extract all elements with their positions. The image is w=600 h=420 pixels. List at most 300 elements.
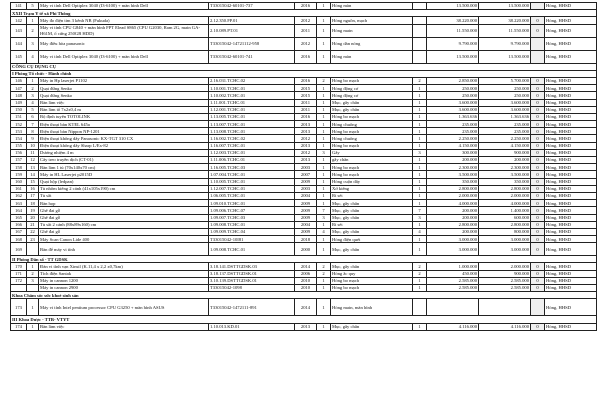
cell-sub-no: 19: [27, 207, 39, 214]
cell-qty-check: 1: [413, 285, 427, 292]
cell-total: 3.000.000: [479, 243, 531, 256]
cell-asset-code: 2.16.031.TCHC.02: [209, 77, 295, 84]
cell-year: 2010: [295, 285, 317, 292]
cell-asset-code: 1.16.007.TCHC.01: [209, 142, 295, 149]
cell-asset-name: Máy vi tính CPU G840 + màn hình FPT Elead S865 (CPU G2030, Ram 2G, main GA-H61M, ổ cứng 250GB HDD): [39, 24, 209, 37]
cell-asset-name: Điện thoại bàn KTEL 645a: [39, 121, 209, 128]
cell-qty: 1: [317, 200, 331, 207]
cell-sub-no: 17: [27, 192, 39, 199]
cell-qty-check: 1: [413, 128, 427, 135]
cell-qty-check: 3: [413, 149, 427, 156]
cell-asset-name: Đàn vi tính vạn Xinsil (K.11,4 x 2,2 x0,7km): [39, 263, 209, 270]
cell-year: 2015: [295, 85, 317, 92]
cell-qty-check: 1: [413, 221, 427, 228]
cell-stt: 148: [11, 92, 27, 99]
cell-status: Hỏng, HHSD: [545, 228, 597, 235]
cell-asset-name: Bàn làm việc: [39, 99, 209, 106]
cell-condition: Hỏng cuộn dây: [331, 178, 413, 185]
cell-qty-check: [413, 3, 427, 10]
cell-condition: Hỏng ắc quy: [331, 270, 413, 277]
cell-stt: 150: [11, 106, 27, 113]
cell-condition: Hỏng main: [331, 24, 413, 37]
cell-residual: 0: [531, 77, 545, 84]
cell-stt: 162: [11, 192, 27, 199]
cell-year: 2004: [295, 192, 317, 199]
cell-unit-price: 350.000: [427, 178, 479, 185]
cell-condition: Hỏng main, màn hình: [331, 299, 413, 316]
cell-residual: 0: [531, 164, 545, 171]
cell-asset-code: T33015042-10I81: [209, 236, 295, 243]
cell-unit-price: 13.500.000: [427, 50, 479, 63]
cell-unit-price: 2.250.000: [427, 135, 479, 142]
table-row: [11, 157, 597, 164]
cell-asset-name: Quạt đứng Senko: [39, 92, 209, 99]
table-row: [11, 3, 597, 10]
cell-year: 2012: [295, 135, 317, 142]
table-row: [11, 99, 597, 106]
cell-asset-name: Máy in HL Laserjet p2015D: [39, 171, 209, 178]
cell-stt: 156: [11, 149, 27, 156]
cell-asset-name: Máy vi tính Dell Optiplex 3040 (I3-6100) + màn hình Dell: [39, 3, 209, 10]
cell-condition: Hỏng bo mạch: [331, 171, 413, 178]
cell-qty-check: 7: [413, 207, 427, 214]
cell-year: 2013: [295, 121, 317, 128]
cell-total: 3.600.000: [479, 106, 531, 113]
cell-condition: Hỏng bo mạch: [331, 113, 413, 120]
cell-residual: [531, 299, 545, 316]
cell-asset-name: Máy in Hp laserjet P1102: [39, 77, 209, 84]
cell-total: 11.550.000: [479, 24, 531, 37]
cell-total: 13.500.000: [479, 3, 531, 10]
cell-stt: 169: [11, 243, 27, 256]
cell-asset-code: 1.16.002.TCHC.02: [209, 135, 295, 142]
cell-unit-price: 2.850.000: [427, 77, 479, 84]
cell-sub-no: 6: [27, 113, 39, 120]
cell-qty: 1: [317, 3, 331, 10]
cell-year: 2003: [295, 164, 317, 171]
cell-total: 38.220.000: [479, 17, 531, 24]
cell-unit-price: 200.000: [427, 228, 479, 235]
cell-unit-price: 38.220.000: [427, 17, 479, 24]
cell-stt: 163: [11, 200, 27, 207]
cell-year: 2014: [295, 299, 317, 316]
cell-unit-price: 4.150.000: [427, 142, 479, 149]
cell-unit-price: 2.800.000: [427, 221, 479, 228]
cell-qty: 2: [317, 270, 331, 277]
cell-stt: 159: [11, 171, 27, 178]
cell-unit-price: 13.500.000: [427, 3, 479, 10]
cell-year: 2007: [295, 171, 317, 178]
cell-unit-price: 1.363.636: [427, 113, 479, 120]
cell-stt: 167: [11, 228, 27, 235]
table-row: [11, 200, 597, 207]
cell-stt: 142: [11, 17, 27, 24]
table-row: [11, 171, 597, 178]
cell-condition: Hỏng bo mạch: [331, 128, 413, 135]
cell-qty: 1: [317, 106, 331, 113]
section-label: III Khoa Dược - TTB- VTYT: [11, 316, 597, 323]
cell-asset-code: T33015042-1098: [209, 285, 295, 292]
cell-year: 2013: [295, 323, 317, 330]
cell-qty-check: 1: [413, 121, 427, 128]
cell-unit-price: 1.000.000: [427, 263, 479, 270]
cell-year: 2016: [295, 77, 317, 84]
cell-status: Hỏng, HHSD: [545, 17, 597, 24]
cell-unit-price: 3.500.000: [427, 171, 479, 178]
cell-year: 2013: [295, 142, 317, 149]
cell-status: Hỏng, HHSD: [545, 221, 597, 228]
table-row: [11, 263, 597, 270]
cell-residual: 0: [531, 228, 545, 235]
table-row: [11, 85, 597, 92]
cell-total: 13.500.000: [479, 50, 531, 63]
cell-residual: 0: [531, 207, 545, 214]
cell-total: 900.000: [479, 270, 531, 277]
cell-residual: [531, 50, 545, 63]
cell-sub-no: 10: [27, 142, 39, 149]
cell-asset-name: Tích điện Santak: [39, 270, 209, 277]
cell-condition: Mục, gãy chân: [331, 200, 413, 207]
cell-qty-check: 1: [413, 236, 427, 243]
cell-residual: 0: [531, 17, 545, 24]
cell-asset-code: 1.09.009.TCHC.04: [209, 228, 295, 235]
cell-residual: 0: [531, 277, 545, 284]
cell-condition: Hỏng bo mạch: [331, 142, 413, 149]
table-row: [11, 299, 597, 316]
cell-qty-check: 1: [413, 85, 427, 92]
cell-condition: Mục, gãy chân: [331, 263, 413, 270]
cell-unit-price: 450.000: [427, 270, 479, 277]
cell-asset-name: Quạt hộp (ledpan): [39, 178, 209, 185]
cell-qty: 7: [317, 207, 331, 214]
cell-status: Hỏng, HHSD: [545, 149, 597, 156]
cell-total: 350.000: [479, 178, 531, 185]
cell-qty: 1: [317, 221, 331, 228]
table-body: [11, 3, 597, 331]
table-row: [11, 323, 597, 330]
cell-qty-check: 1: [413, 135, 427, 142]
cell-status: Hỏng, HHSD: [545, 192, 597, 199]
cell-qty: 1: [317, 323, 331, 330]
cell-year: 2014: [295, 263, 317, 270]
cell-asset-name: Cây treo truyền dịch (CT-01): [39, 157, 209, 164]
cell-qty-check: [413, 50, 427, 63]
cell-total: 250.000: [479, 92, 531, 99]
section-row: [11, 292, 597, 299]
cell-unit-price: 3.600.000: [427, 99, 479, 106]
cell-stt: 147: [11, 85, 27, 92]
cell-unit-price: 235.000: [427, 121, 479, 128]
table-row: [11, 277, 597, 284]
cell-qty: 1: [317, 299, 331, 316]
cell-status: Hỏng, HHSD: [545, 37, 597, 50]
cell-year: 2012: [295, 17, 317, 24]
cell-status: Hỏng, HHSD: [545, 99, 597, 106]
cell-qty: 2: [317, 263, 331, 270]
cell-asset-name: Bàn làm việc: [39, 323, 209, 330]
cell-status: Hỏng, HHSD: [545, 92, 597, 99]
cell-unit-price: 3.000.000: [427, 243, 479, 256]
cell-asset-code: T33015042-60101-737: [209, 3, 295, 10]
cell-qty-check: 1: [413, 164, 427, 171]
cell-sub-no: 4: [27, 50, 39, 63]
cell-asset-code: 1.12.001.TCHC.01: [209, 106, 295, 113]
cell-condition: Hỏng màn: [331, 3, 413, 10]
cell-qty: 1: [317, 277, 331, 284]
cell-year: 2015: [295, 92, 317, 99]
cell-year: 2003: [295, 185, 317, 192]
table-row: [11, 92, 597, 99]
cell-qty-check: [413, 37, 427, 50]
cell-residual: 0: [531, 192, 545, 199]
cell-residual: 0: [531, 200, 545, 207]
section-row: [11, 63, 597, 70]
cell-year: 2013: [295, 157, 317, 164]
cell-status: Hỏng, HHSD: [545, 185, 597, 192]
cell-asset-code: 1.09.007.TCHC.03: [209, 214, 295, 221]
cell-qty-check: 1: [413, 192, 427, 199]
cell-asset-name: Ghế đai gỗ: [39, 214, 209, 221]
cell-qty-check: 1: [413, 157, 427, 164]
cell-year: 2009: [295, 207, 317, 214]
cell-asset-name: Máy Scan Canon Lide 400: [39, 236, 209, 243]
cell-qty-check: [413, 17, 427, 24]
cell-condition: Hỏng bo mạch: [331, 164, 413, 171]
cell-condition: Rỉ sét: [331, 192, 413, 199]
cell-residual: 0: [531, 236, 545, 243]
table-row: [11, 221, 597, 228]
cell-asset-name: Máy vi tính Dell Optiplex 3040 (I3-6100) + màn hình Dell: [39, 50, 209, 63]
cell-residual: 0: [531, 135, 545, 142]
cell-condition: Hỏng bo mạch: [331, 277, 413, 284]
cell-total: 5.700.000: [479, 77, 531, 84]
cell-qty: 1: [317, 178, 331, 185]
cell-condition: Hỏng chuông: [331, 121, 413, 128]
cell-residual: 0: [531, 85, 545, 92]
cell-status: Hỏng, HHSD: [545, 128, 597, 135]
table-row: [11, 178, 597, 185]
cell-stt: 146: [11, 77, 27, 84]
cell-sub-no: 13: [27, 164, 39, 171]
cell-status: Hỏng, HHSD: [545, 207, 597, 214]
section-row: [11, 256, 597, 263]
cell-stt: 166: [11, 221, 27, 228]
cell-asset-code: 1.16.005.TCHC.03: [209, 164, 295, 171]
cell-qty-check: 2: [413, 270, 427, 277]
cell-qty: 1: [317, 37, 331, 50]
cell-residual: 0: [531, 149, 545, 156]
cell-stt: 171: [11, 270, 27, 277]
cell-residual: 0: [531, 285, 545, 292]
table-row: [11, 37, 597, 50]
cell-condition: Hỏng dàn nóng: [331, 37, 413, 50]
cell-status: Hỏng, HHSD: [545, 135, 597, 142]
cell-sub-no: 3: [27, 37, 39, 50]
cell-qty-check: 1: [413, 178, 427, 185]
cell-sub-no: 1: [27, 263, 39, 270]
cell-total: 3.500.000: [479, 171, 531, 178]
cell-asset-code: 1.06.005.TCHC.01: [209, 192, 295, 199]
cell-stt: 145: [11, 50, 27, 63]
cell-status: Hỏng, HHSD: [545, 323, 597, 330]
cell-total: 9.790.000: [479, 37, 531, 50]
cell-unit-price: 200.000: [427, 157, 479, 164]
cell-sub-no: 9: [27, 135, 39, 142]
cell-unit-price: 200.000: [427, 207, 479, 214]
cell-asset-name: Tủ sắt 2 cánh (88x89x160) cm: [39, 221, 209, 228]
cell-condition: Mục, gãy chân: [331, 214, 413, 221]
cell-year: 2009: [295, 228, 317, 235]
cell-asset-code: 1.11.006.TCHC.01: [209, 157, 295, 164]
cell-residual: 0: [531, 142, 545, 149]
cell-sub-no: 11: [27, 149, 39, 156]
cell-status: Hỏng, HHSD: [545, 121, 597, 128]
cell-stt: 173: [11, 299, 27, 316]
cell-asset-code: 1.13.008.TCHC.01: [209, 128, 295, 135]
cell-condition: Mục, gãy chân: [331, 99, 413, 106]
cell-asset-code: 1.07.004.TCHC.01: [209, 171, 295, 178]
cell-sub-no: 22: [27, 228, 39, 235]
cell-status: Hỏng, HHSD: [545, 50, 597, 63]
cell-unit-price: 3.000.000: [427, 236, 479, 243]
cell-qty-check: 1: [413, 243, 427, 256]
cell-stt: 168: [11, 236, 27, 243]
cell-unit-price: 200.000: [427, 214, 479, 221]
table-row: [11, 207, 597, 214]
cell-year: 2016: [295, 3, 317, 10]
section-label: Khoa Chăm sóc sức khoẻ sinh sản: [11, 292, 597, 299]
cell-status: Hỏng, HHSD: [545, 263, 597, 270]
cell-unit-price: 11.550.000: [427, 24, 479, 37]
cell-stt: 170: [11, 263, 27, 270]
cell-total: 600.000: [479, 214, 531, 221]
cell-asset-code: 1.10.001.TCHC.01: [209, 85, 295, 92]
table-row: [11, 228, 597, 235]
cell-year: 2009: [295, 178, 317, 185]
cell-asset-name: Máy đo điện tim 3 kênh NB (Fukuda): [39, 17, 209, 24]
cell-condition: Hỏng bo mạch: [331, 285, 413, 292]
cell-stt: 161: [11, 185, 27, 192]
cell-residual: 0: [531, 178, 545, 185]
cell-year: 2013: [295, 128, 317, 135]
cell-qty: 1: [317, 24, 331, 37]
cell-asset-code: 1.10.002.TCHC.01: [209, 92, 295, 99]
cell-qty-check: 1: [413, 171, 427, 178]
cell-qty-check: 1: [413, 142, 427, 149]
cell-qty-check: [413, 24, 427, 37]
cell-condition: Gãy: [331, 149, 413, 156]
cell-qty: 1: [317, 85, 331, 92]
cell-asset-code: T33015042-60101-741: [209, 50, 295, 63]
cell-unit-price: 2.585.000: [427, 277, 479, 284]
cell-asset-code: 3.18.141.DSTTGDSK.03: [209, 263, 295, 270]
cell-condition: Hỏng điện quét: [331, 236, 413, 243]
cell-sub-no: 21: [27, 221, 39, 228]
cell-unit-price: 4.116.000: [427, 323, 479, 330]
cell-asset-name: Điện thoại không dây Panasonic KX-TGT 310 CX: [39, 135, 209, 142]
cell-qty: 1: [317, 50, 331, 63]
table-row: [11, 285, 597, 292]
cell-asset-code: 3.18.137.DSTTGDSK.01: [209, 270, 295, 277]
cell-asset-code: 2.12.350.FP.01: [209, 17, 295, 24]
cell-residual: [531, 37, 545, 50]
cell-total: 3.600.000: [479, 99, 531, 106]
cell-sub-no: 2: [27, 24, 39, 37]
cell-qty: 1: [317, 135, 331, 142]
cell-qty: 3: [317, 149, 331, 156]
cell-qty-check: 1: [413, 113, 427, 120]
cell-qty-check: 1: [413, 277, 427, 284]
cell-status: Hỏng, HHSD: [545, 171, 597, 178]
cell-asset-code: 1.09.008.TCHC.01: [209, 221, 295, 228]
cell-residual: 0: [531, 24, 545, 37]
cell-stt: 153: [11, 128, 27, 135]
cell-stt: 155: [11, 142, 27, 149]
cell-qty-check: 1: [413, 323, 427, 330]
cell-qty-check: 3: [413, 214, 427, 221]
cell-total: 235.000: [479, 121, 531, 128]
cell-asset-name: Điện thoại không dây Sharp L/Ex-82: [39, 142, 209, 149]
asset-disposal-table: [10, 2, 597, 331]
cell-status: Hỏng, HHSD: [545, 3, 597, 10]
cell-qty: 1: [317, 171, 331, 178]
cell-unit-price: 250.000: [427, 85, 479, 92]
cell-asset-name: Bàn họp: [39, 200, 209, 207]
cell-sub-no: 5: [27, 3, 39, 10]
cell-residual: 0: [531, 92, 545, 99]
table-row: [11, 128, 597, 135]
cell-asset-name: Máy điều hòa panasonic: [39, 37, 209, 50]
cell-total: 250.000: [479, 85, 531, 92]
cell-condition: Hỏng nguồn, mạch: [331, 17, 413, 24]
cell-total: 235.000: [479, 128, 531, 135]
cell-qty-check: 1: [413, 106, 427, 113]
cell-sub-no: 23: [27, 236, 39, 243]
cell-qty-check: 2: [413, 263, 427, 270]
cell-total: 3.000.000: [479, 236, 531, 243]
cell-year: 2010: [295, 277, 317, 284]
cell-asset-name: Quạt đứng Senko: [39, 85, 209, 92]
cell-sub-no: 2: [27, 85, 39, 92]
cell-sub-no: 14: [27, 171, 39, 178]
cell-residual: 0: [531, 113, 545, 120]
cell-qty: 1: [317, 113, 331, 120]
cell-asset-code: 1.09.008.TCHC.01: [209, 243, 295, 256]
cell-unit-price: 9.790.000: [427, 37, 479, 50]
cell-status: Hỏng, HHSD: [545, 24, 597, 37]
cell-year: 2011: [295, 24, 317, 37]
cell-total: 2.000.000: [479, 192, 531, 199]
cell-status: Hỏng, HHSD: [545, 106, 597, 113]
cell-unit-price: 2.000.000: [427, 192, 479, 199]
cell-total: 2.585.000: [479, 277, 531, 284]
cell-unit-price: 250.000: [427, 92, 479, 99]
cell-stt: 141: [11, 3, 27, 10]
cell-sub-no: 20: [27, 214, 39, 221]
cell-qty-check: [413, 299, 427, 316]
section-label: CÔNG CỤ DỤNG CỤ: [11, 63, 597, 70]
table-row: [11, 50, 597, 63]
cell-residual: 0: [531, 185, 545, 192]
cell-condition: Hỏng bo mạch: [331, 77, 413, 84]
cell-asset-code: 1.13.005.TCHC.01: [209, 113, 295, 120]
cell-sub-no: 5: [27, 106, 39, 113]
cell-sub-no: 18: [27, 200, 39, 207]
cell-sub-no: 15: [27, 178, 39, 185]
cell-condition: Mục, gãy chân: [331, 323, 413, 330]
cell-qty: 1: [317, 128, 331, 135]
table-row: [11, 77, 597, 84]
